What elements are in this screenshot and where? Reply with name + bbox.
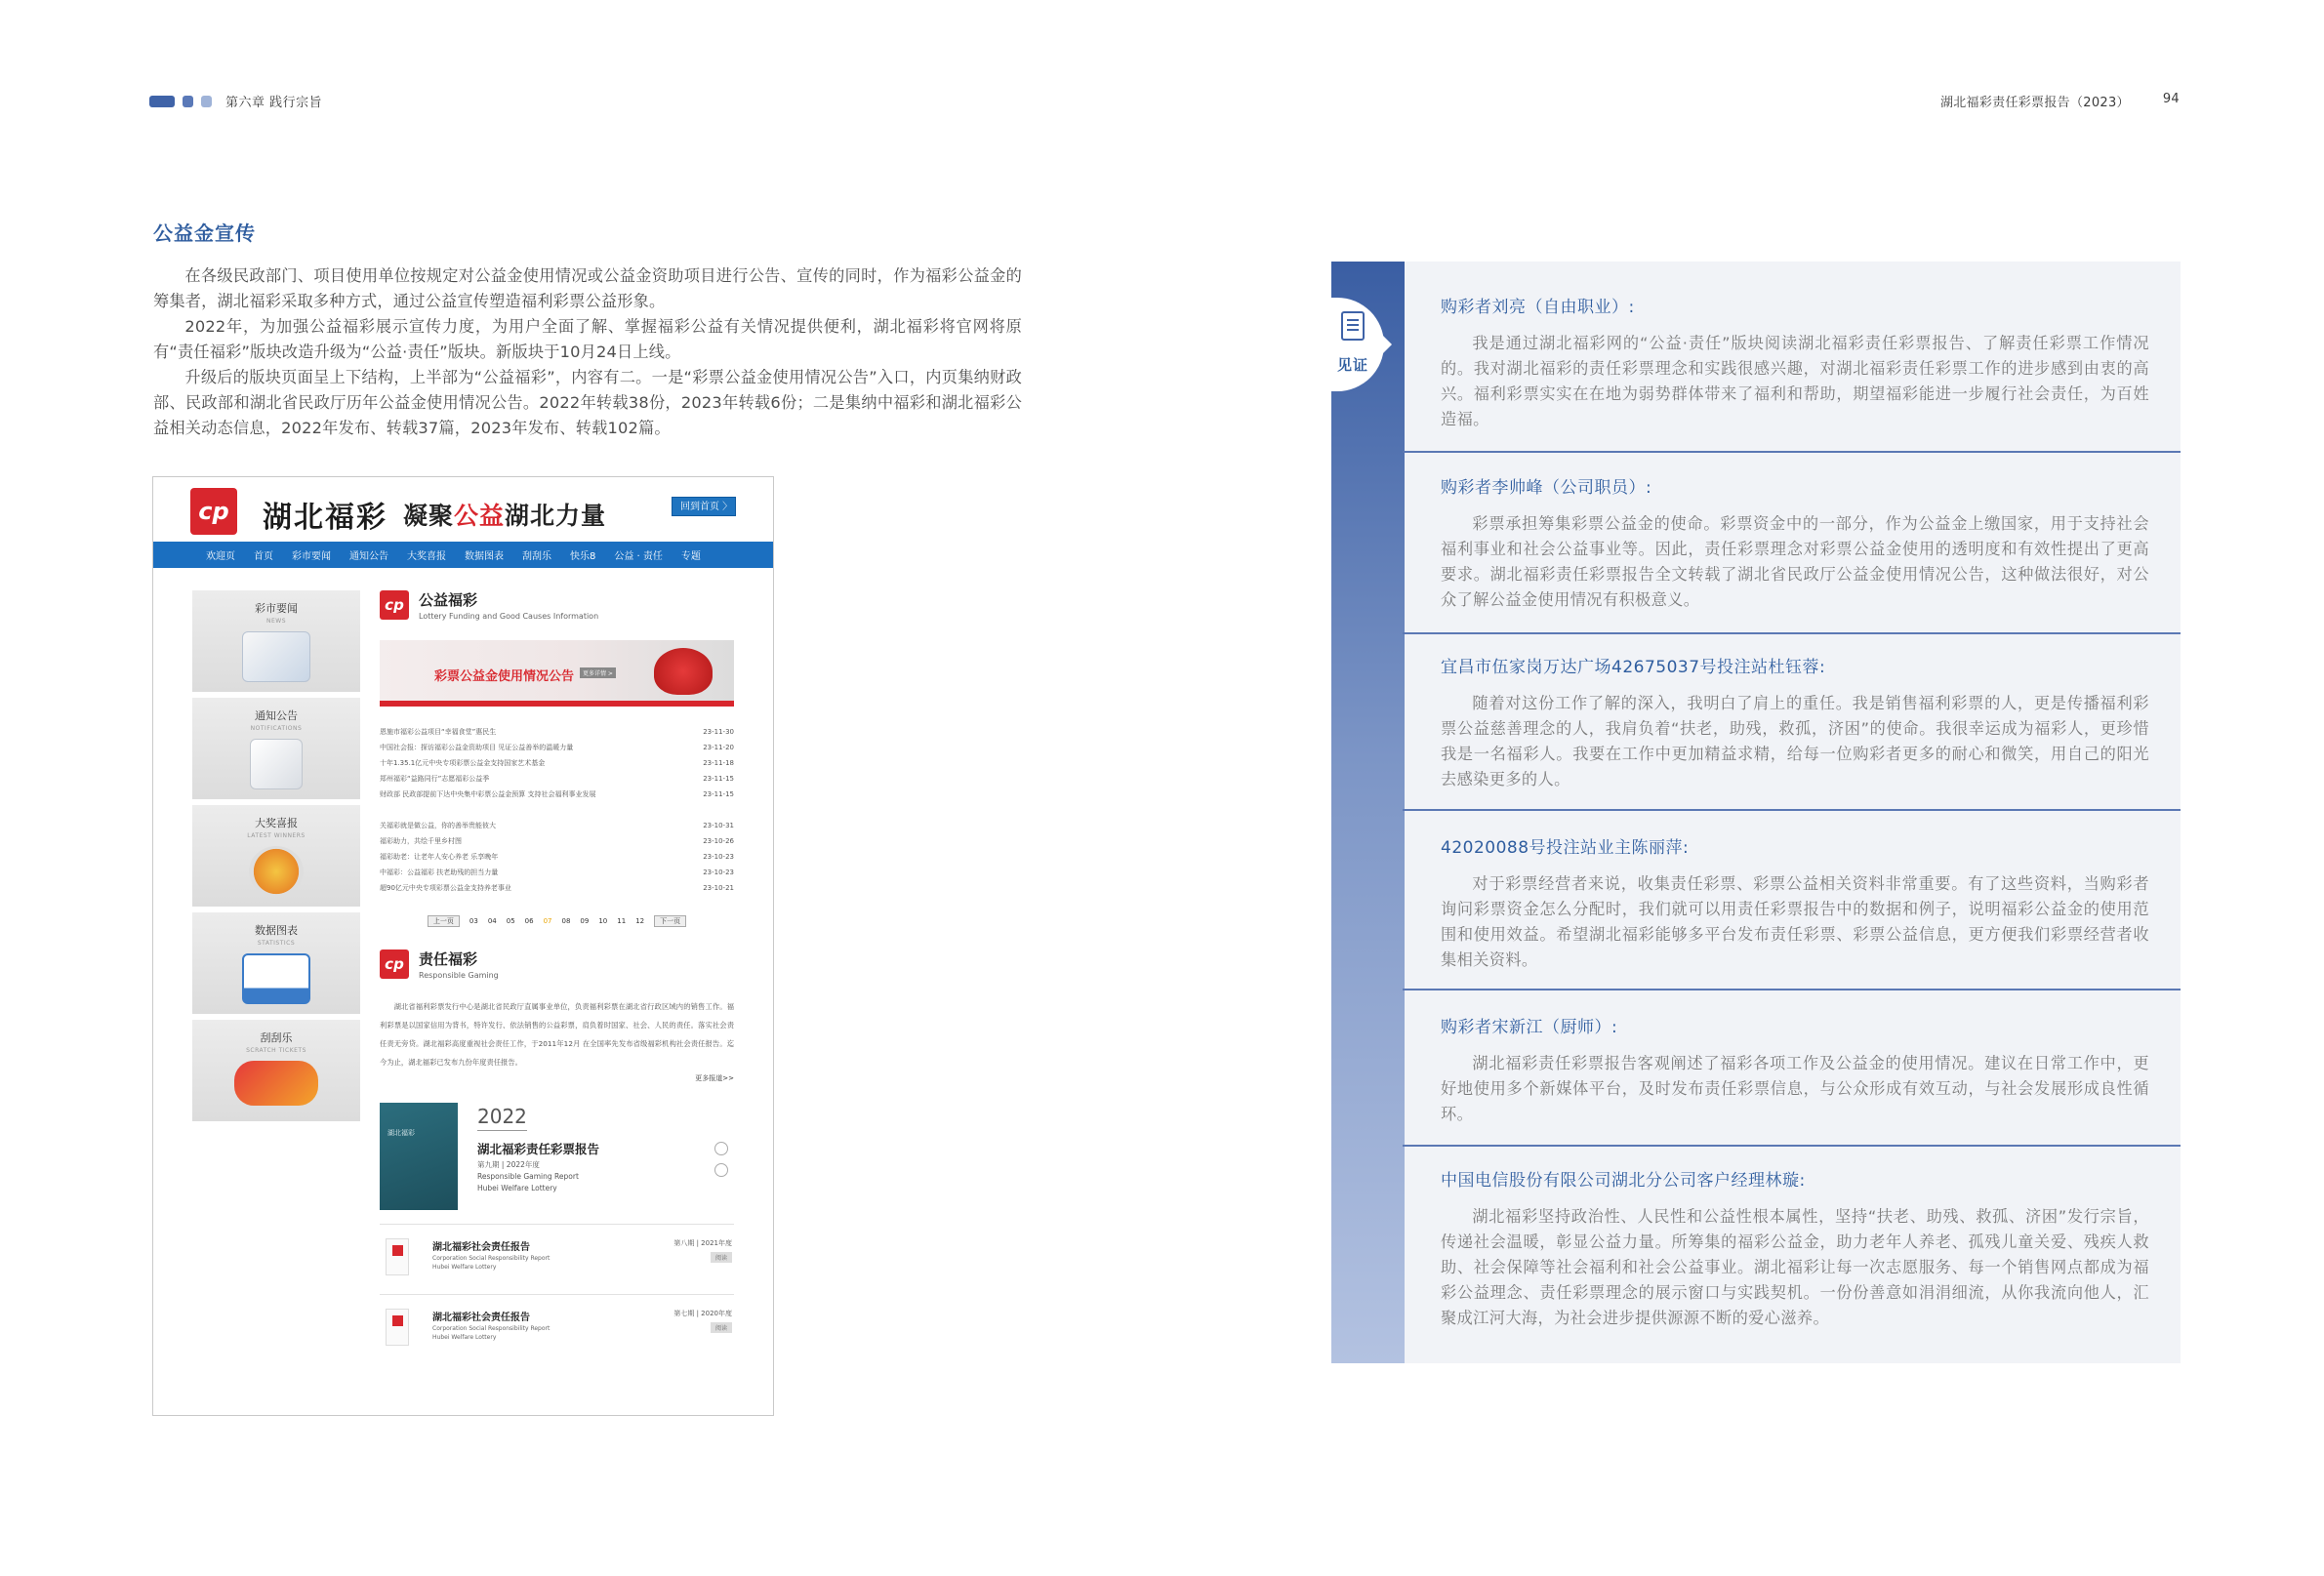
testimonial-name: 购彩者刘亮（自由职业）: xyxy=(1441,298,1635,317)
report-actions xyxy=(714,1142,730,1177)
news-row[interactable] xyxy=(380,771,734,787)
chapter-title: 第六章 践行宗旨 xyxy=(225,96,323,110)
news-row[interactable] xyxy=(380,787,734,802)
testimonial-divider xyxy=(1403,451,2181,453)
sidebar-item-title: 大奖喜报 xyxy=(255,817,298,829)
news-date: 23-11-15 xyxy=(703,775,734,783)
news-date: 23-10-26 xyxy=(703,837,734,845)
report-title: 湖北福彩责任彩票报告（2023） xyxy=(1939,96,2130,110)
news-date: 23-11-20 xyxy=(703,744,734,751)
header-decor-bar xyxy=(201,96,212,107)
testimony-badge xyxy=(1331,298,1402,391)
testimonial-text: 我是通过湖北福彩网的“公益·责任”版块阅读湖北福彩责任彩票报告、了解责任彩票工作情况的。我对湖北福彩的责任彩票理念和实践很感兴趣，对湖北福彩责任彩票工作的进步感到由衷的高兴。福利彩票实实在在地为弱势群体带来了福利和帮助，期望福彩能进一步履行社会责任，为百姓造福。 xyxy=(1441,334,2149,428)
slogan-part: 公益 xyxy=(454,502,506,530)
news-row[interactable] xyxy=(380,724,734,740)
csr-period: 第八期 | 2021年度 xyxy=(673,1239,732,1247)
nav-item[interactable]: 数据图表 xyxy=(465,551,504,562)
testimonial xyxy=(1403,833,2181,973)
testimonial-text: 随着对这份工作了解的深入，我明白了肩上的重任。我是销售福利彩票的人，更是传播福利彩票公益慈善理念的人，我肩负着“扶老，助残，救孤，济困”的使命。我很幸运成为福彩人，更珍惜我是一名福彩人。我要在工作中更加精益求精，给每一位购彩者更多的耐心和微笑，用自己的阳光去感染更多的人。 xyxy=(1441,694,2149,788)
nav-item[interactable]: 欢迎页 xyxy=(206,551,235,562)
block-subtitle: Lottery Funding and Good Causes Information xyxy=(419,612,599,621)
report-meta xyxy=(477,1159,579,1194)
testimonial-name: 购彩者李帅峰（公司职员）: xyxy=(1441,478,1652,498)
news-title: 福彩助老：让老年人安心养老 乐享晚年 xyxy=(380,853,499,861)
news-gap xyxy=(380,802,734,818)
badge-arrow xyxy=(1378,331,1392,358)
news-title: 十年1.35.1亿元中央专项彩票公益金支持国家艺术基金 xyxy=(380,759,546,767)
sidebar-item-title: 通知公告 xyxy=(255,709,298,722)
sidebar-item-winners[interactable] xyxy=(192,805,360,907)
nav-item[interactable]: 彩市要闻 xyxy=(292,551,331,562)
page-number: 94 xyxy=(2162,92,2180,106)
news-row[interactable] xyxy=(380,833,734,849)
report-2022-card[interactable] xyxy=(380,1103,734,1210)
csr-title: 湖北福彩社会责任报告 xyxy=(432,1313,530,1323)
running-header-left xyxy=(149,92,322,110)
testimonial-name: 宜昌市伍家岗万达广场42675037号投注站杜钰蓉: xyxy=(1441,658,1826,677)
site-name: 湖北福彩 xyxy=(263,501,387,535)
sidebar-item-sub: STATISTICS xyxy=(257,940,296,947)
testimonial-name: 42020088号投注站业主陈丽萍: xyxy=(1441,838,1690,858)
public-welfare-block-header xyxy=(380,589,734,621)
nav-item[interactable]: 专题 xyxy=(680,551,701,562)
csr-report-row[interactable] xyxy=(380,1224,734,1294)
body-paragraph: 在各级民政部门、项目使用单位按规定对公益金使用情况或公益金资助项目进行公告、宣传的同时，作为福彩公益金的筹集者，湖北福彩采取多种方式，通过公益宣传塑造福利彩票公益形象。 xyxy=(153,266,1022,310)
document-icon xyxy=(1341,311,1365,341)
csr-subtitle-line: Hubei Welfare Lottery xyxy=(432,1264,497,1271)
testimonial xyxy=(1403,293,2181,432)
news-date: 23-10-31 xyxy=(703,822,734,829)
block-subtitle: Responsible Gaming xyxy=(419,971,499,980)
page-link[interactable]: 09 xyxy=(580,917,590,925)
report-meta-line: 第九期 | 2022年度 xyxy=(477,1160,540,1169)
csr-subtitle xyxy=(432,1254,550,1272)
csr-subtitle-line: Hubei Welfare Lottery xyxy=(432,1334,497,1341)
chart-magnifier-icon xyxy=(242,953,310,1004)
csr-cover-icon xyxy=(386,1238,409,1275)
testimonial-divider xyxy=(1403,632,2181,634)
news-title: 福彩助力，共绘千里乡村图 xyxy=(380,837,462,845)
view-icon[interactable] xyxy=(714,1142,728,1155)
website-screenshot xyxy=(152,476,774,1416)
site-sidebar xyxy=(192,590,360,1127)
block-logo: cp xyxy=(380,950,409,979)
news-title: 中福彩：公益福彩 扶老助残的担当力量 xyxy=(380,869,499,876)
sidebar-item-notices[interactable] xyxy=(192,698,360,799)
heart-hands-icon xyxy=(654,648,713,695)
running-header-right xyxy=(1940,92,2180,110)
nav-item[interactable]: 通知公告 xyxy=(349,551,388,562)
block-logo: cp xyxy=(380,590,409,620)
page-link[interactable]: 08 xyxy=(561,917,571,925)
news-title: 关福彩就是做公益，你的善举贵能彼大 xyxy=(380,822,496,829)
testimonial-divider xyxy=(1403,989,2181,990)
more-link[interactable]: 更多报道>> xyxy=(695,1074,734,1082)
sidebar-item-news[interactable] xyxy=(192,590,360,692)
read-button[interactable]: 阅读 xyxy=(711,1322,732,1333)
document-icon xyxy=(250,739,303,789)
sidebar-item-sub: SCRATCH TICKETS xyxy=(246,1047,306,1054)
testimonial xyxy=(1403,1166,2181,1331)
page-link[interactable]: 11 xyxy=(617,917,627,925)
sidebar-item-scratch[interactable] xyxy=(192,1020,360,1121)
sidebar-item-sub: LATEST WINNERS xyxy=(247,832,306,839)
report-cover xyxy=(380,1103,458,1210)
page-link[interactable]: 10 xyxy=(598,917,608,925)
cover-title: 湖北福彩 xyxy=(387,1129,415,1137)
news-title: 郑州福彩“益路同行”志愿福彩公益季 xyxy=(380,775,490,783)
news-date: 23-10-23 xyxy=(703,853,734,861)
csr-cover-icon xyxy=(386,1309,409,1346)
pager xyxy=(380,915,734,927)
sidebar-item-title: 数据图表 xyxy=(255,924,298,937)
nav-item[interactable]: 刮刮乐 xyxy=(522,551,551,562)
sidebar-item-title: 彩市要闻 xyxy=(255,602,298,615)
testimonial xyxy=(1403,653,2181,792)
site-logo[interactable]: cp xyxy=(190,488,237,535)
sidebar-item-title: 刮刮乐 xyxy=(260,1031,293,1044)
body-paragraph: 2022年，为加强公益福彩展示宣传力度，为用户全面了解、掌握福彩公益有关情况提供便利，湖北福彩将官网将原有“责任福彩”版块改造升级为“公益·责任”版块。新版块于10月24日上线。 xyxy=(153,317,1022,361)
sidebar-item-sub: NOTIFICATIONS xyxy=(250,725,303,732)
prize-icon xyxy=(249,846,304,897)
news-date: 23-11-18 xyxy=(703,759,734,767)
scratch-logo-icon xyxy=(234,1061,318,1106)
page-link[interactable]: 06 xyxy=(524,917,534,925)
testimonial-text: 对于彩票经营者来说，收集责任彩票、彩票公益相关资料非常重要。有了这些资料，当购彩者询问彩票资金怎么分配时，我们就可以用责任彩票报告中的数据和例子，说明福彩公益金的使用范围和使用效益。希望湖北福彩能够多平台发布责任彩票、彩票公益信息，更方便我们彩票经营者收集相关资料。 xyxy=(1441,874,2149,969)
news-row[interactable] xyxy=(380,755,734,771)
news-row[interactable] xyxy=(380,865,734,880)
header-decor-bar xyxy=(149,96,175,107)
banner-more-tag[interactable]: 更多详情 > xyxy=(580,667,616,678)
csr-subtitle xyxy=(432,1324,550,1342)
nav-item[interactable]: 大奖喜报 xyxy=(407,551,446,562)
csr-subtitle-line: Corporation Social Responsibility Report xyxy=(432,1255,550,1262)
news-date: 23-11-15 xyxy=(703,790,734,798)
sidebar-item-statistics[interactable] xyxy=(192,912,360,1014)
site-header xyxy=(153,477,773,542)
page-link[interactable]: 04 xyxy=(487,917,497,925)
responsible-intro: 湖北省福利彩票发行中心是湖北省民政厅直属事业单位，负责福利彩票在湖北省行政区域内的销售工作。福利彩票是以国家信用为背书，特许发行、依法销售的公益彩票，肩负着时国家、社会、人民的责任。落实社会责任责无旁贷。湖北福彩高度重视社会责任工作，于2011年12月 在全国率先发布省级福彩机构社会责任报告。迄今为止，湖北福彩已发布九份年度责任报告。 xyxy=(380,1002,734,1067)
prev-page-button[interactable]: 上一页 xyxy=(428,915,460,927)
report-meta-line: Hubei Welfare Lottery xyxy=(477,1184,557,1192)
testimonial-text: 湖北福彩坚持政治性、人民性和公益性根本属性，坚持“扶老、助残、救孤、济困”发行宗旨，传递社会温暖，彰显公益力量。所筹集的福彩公益金，助力老年人养老、孤残儿童关爱、残疾人救助、社会保障等社会福利和社会公益事业。湖北福彩让每一次志愿服务、每一个销售网点都成为福彩公益理念、责任彩票理念的展示窗口与实践契机。一份份善意如涓涓细流，从你我流向他人，汇聚成江河大海，为社会进步提供源源不断的爱心滋养。 xyxy=(1441,1207,2149,1327)
slogan-part: 湖北力量 xyxy=(505,502,607,530)
banner-title: 彩票公益金使用情况公告 xyxy=(434,669,575,684)
testimonial-name: 中国电信股份有限公司湖北分公司客户经理林璇: xyxy=(1441,1171,1806,1191)
testimonial-text: 湖北福彩责任彩票报告客观阐述了福彩各项工作及公益金的使用情况。建议在日常工作中，更好地使用多个新媒体平台，及时发布责任彩票信息，与公众形成有效互动，与社会发展形成良性循环。 xyxy=(1441,1054,2149,1123)
news-row[interactable] xyxy=(380,740,734,755)
site-nav xyxy=(153,542,773,568)
csr-period: 第七期 | 2020年度 xyxy=(673,1310,732,1317)
nav-item[interactable]: 公益 · 责任 xyxy=(614,551,663,562)
csr-subtitle-line: Corporation Social Responsibility Report xyxy=(432,1325,550,1332)
testimonial xyxy=(1403,473,2181,613)
site-main xyxy=(380,589,734,1364)
news-date: 23-11-30 xyxy=(703,728,734,736)
nav-item[interactable]: 快乐8 xyxy=(570,551,596,562)
slogan-part: 凝聚 xyxy=(403,502,455,530)
fund-announcement-banner[interactable] xyxy=(380,640,734,707)
read-button[interactable]: 阅读 xyxy=(711,1252,732,1263)
csr-title: 湖北福彩社会责任报告 xyxy=(432,1242,530,1253)
testimonial xyxy=(1403,1013,2181,1127)
page-link[interactable]: 12 xyxy=(635,917,645,925)
pdf-icon[interactable] xyxy=(714,1163,728,1177)
news-title: 恩施市福彩公益项目“幸福食堂”惠民生 xyxy=(380,728,497,736)
testimonial-divider xyxy=(1403,1145,2181,1147)
news-row[interactable] xyxy=(380,880,734,896)
nav-item[interactable]: 首页 xyxy=(254,551,273,562)
block-title: 责任福彩 xyxy=(419,950,478,968)
testimonial-text: 彩票承担筹集彩票公益金的使命。彩票资金中的一部分，作为公益金上缴国家，用于支持社会福利事业和社会公益事业等。因此，责任彩票理念对彩票公益金使用的透明度和有效性提出了更高要求。湖北福彩责任彩票报告全文转载了湖北省民政厅公益金使用情况公告，这种做法很好，对公众了解公益金使用情况有积极意义。 xyxy=(1441,514,2149,609)
report-title: 湖北福彩责任彩票报告 xyxy=(477,1142,600,1156)
news-date: 23-10-21 xyxy=(703,884,734,892)
testimonial-name: 购彩者宋新江（厨师）: xyxy=(1441,1018,1618,1037)
page-link[interactable]: 05 xyxy=(506,917,515,925)
home-button[interactable]: 回到首页 〉 xyxy=(672,497,736,516)
testimonial-divider xyxy=(1403,809,2181,811)
site-slogan xyxy=(403,497,606,532)
header-decor-bar xyxy=(183,96,193,107)
section-title: 公益金宣传 xyxy=(153,222,256,245)
news-title: 财政部 民政部提前下达中央集中彩票公益金预算 支持社会福利事业发展 xyxy=(380,790,596,798)
badge-label: 见证 xyxy=(1337,356,1369,374)
block-title: 公益福彩 xyxy=(419,591,478,609)
testimonial-side-bar xyxy=(1331,262,1405,1363)
body-paragraph: 升级后的版块页面呈上下结构，上半部为“公益福彩”，内容有二。一是“彩票公益金使用情况公告”入口，内页集纳财政部、民政部和湖北省民政厅历年公益金使用情况公告。2022年转载38份，2023年转载6份；二是集纳中福彩和湖北福彩公益相关动态信息，2022年发布、转载37篇，2023年发布、转载102篇。 xyxy=(153,368,1022,437)
sidebar-item-sub: NEWS xyxy=(265,618,287,625)
news-list xyxy=(380,724,734,896)
next-page-button[interactable]: 下一页 xyxy=(654,915,686,927)
page-link[interactable]: 07 xyxy=(543,917,552,925)
report-meta-line: Responsible Gaming Report xyxy=(477,1172,579,1181)
news-row[interactable] xyxy=(380,849,734,865)
responsible-block-header xyxy=(380,949,734,980)
news-title: 超90亿元中央专项彩票公益金支持养老事业 xyxy=(380,884,511,892)
report-year: 2022 xyxy=(477,1105,527,1131)
news-date: 23-10-23 xyxy=(703,869,734,876)
section-body xyxy=(153,263,1022,441)
page-link[interactable]: 03 xyxy=(469,917,478,925)
newspaper-icon xyxy=(242,631,310,682)
csr-report-row[interactable] xyxy=(380,1294,734,1364)
news-row[interactable] xyxy=(380,818,734,833)
news-title: 中国社会报：探访福彩公益金资助项目 见证公益善举的温暖力量 xyxy=(380,744,574,751)
